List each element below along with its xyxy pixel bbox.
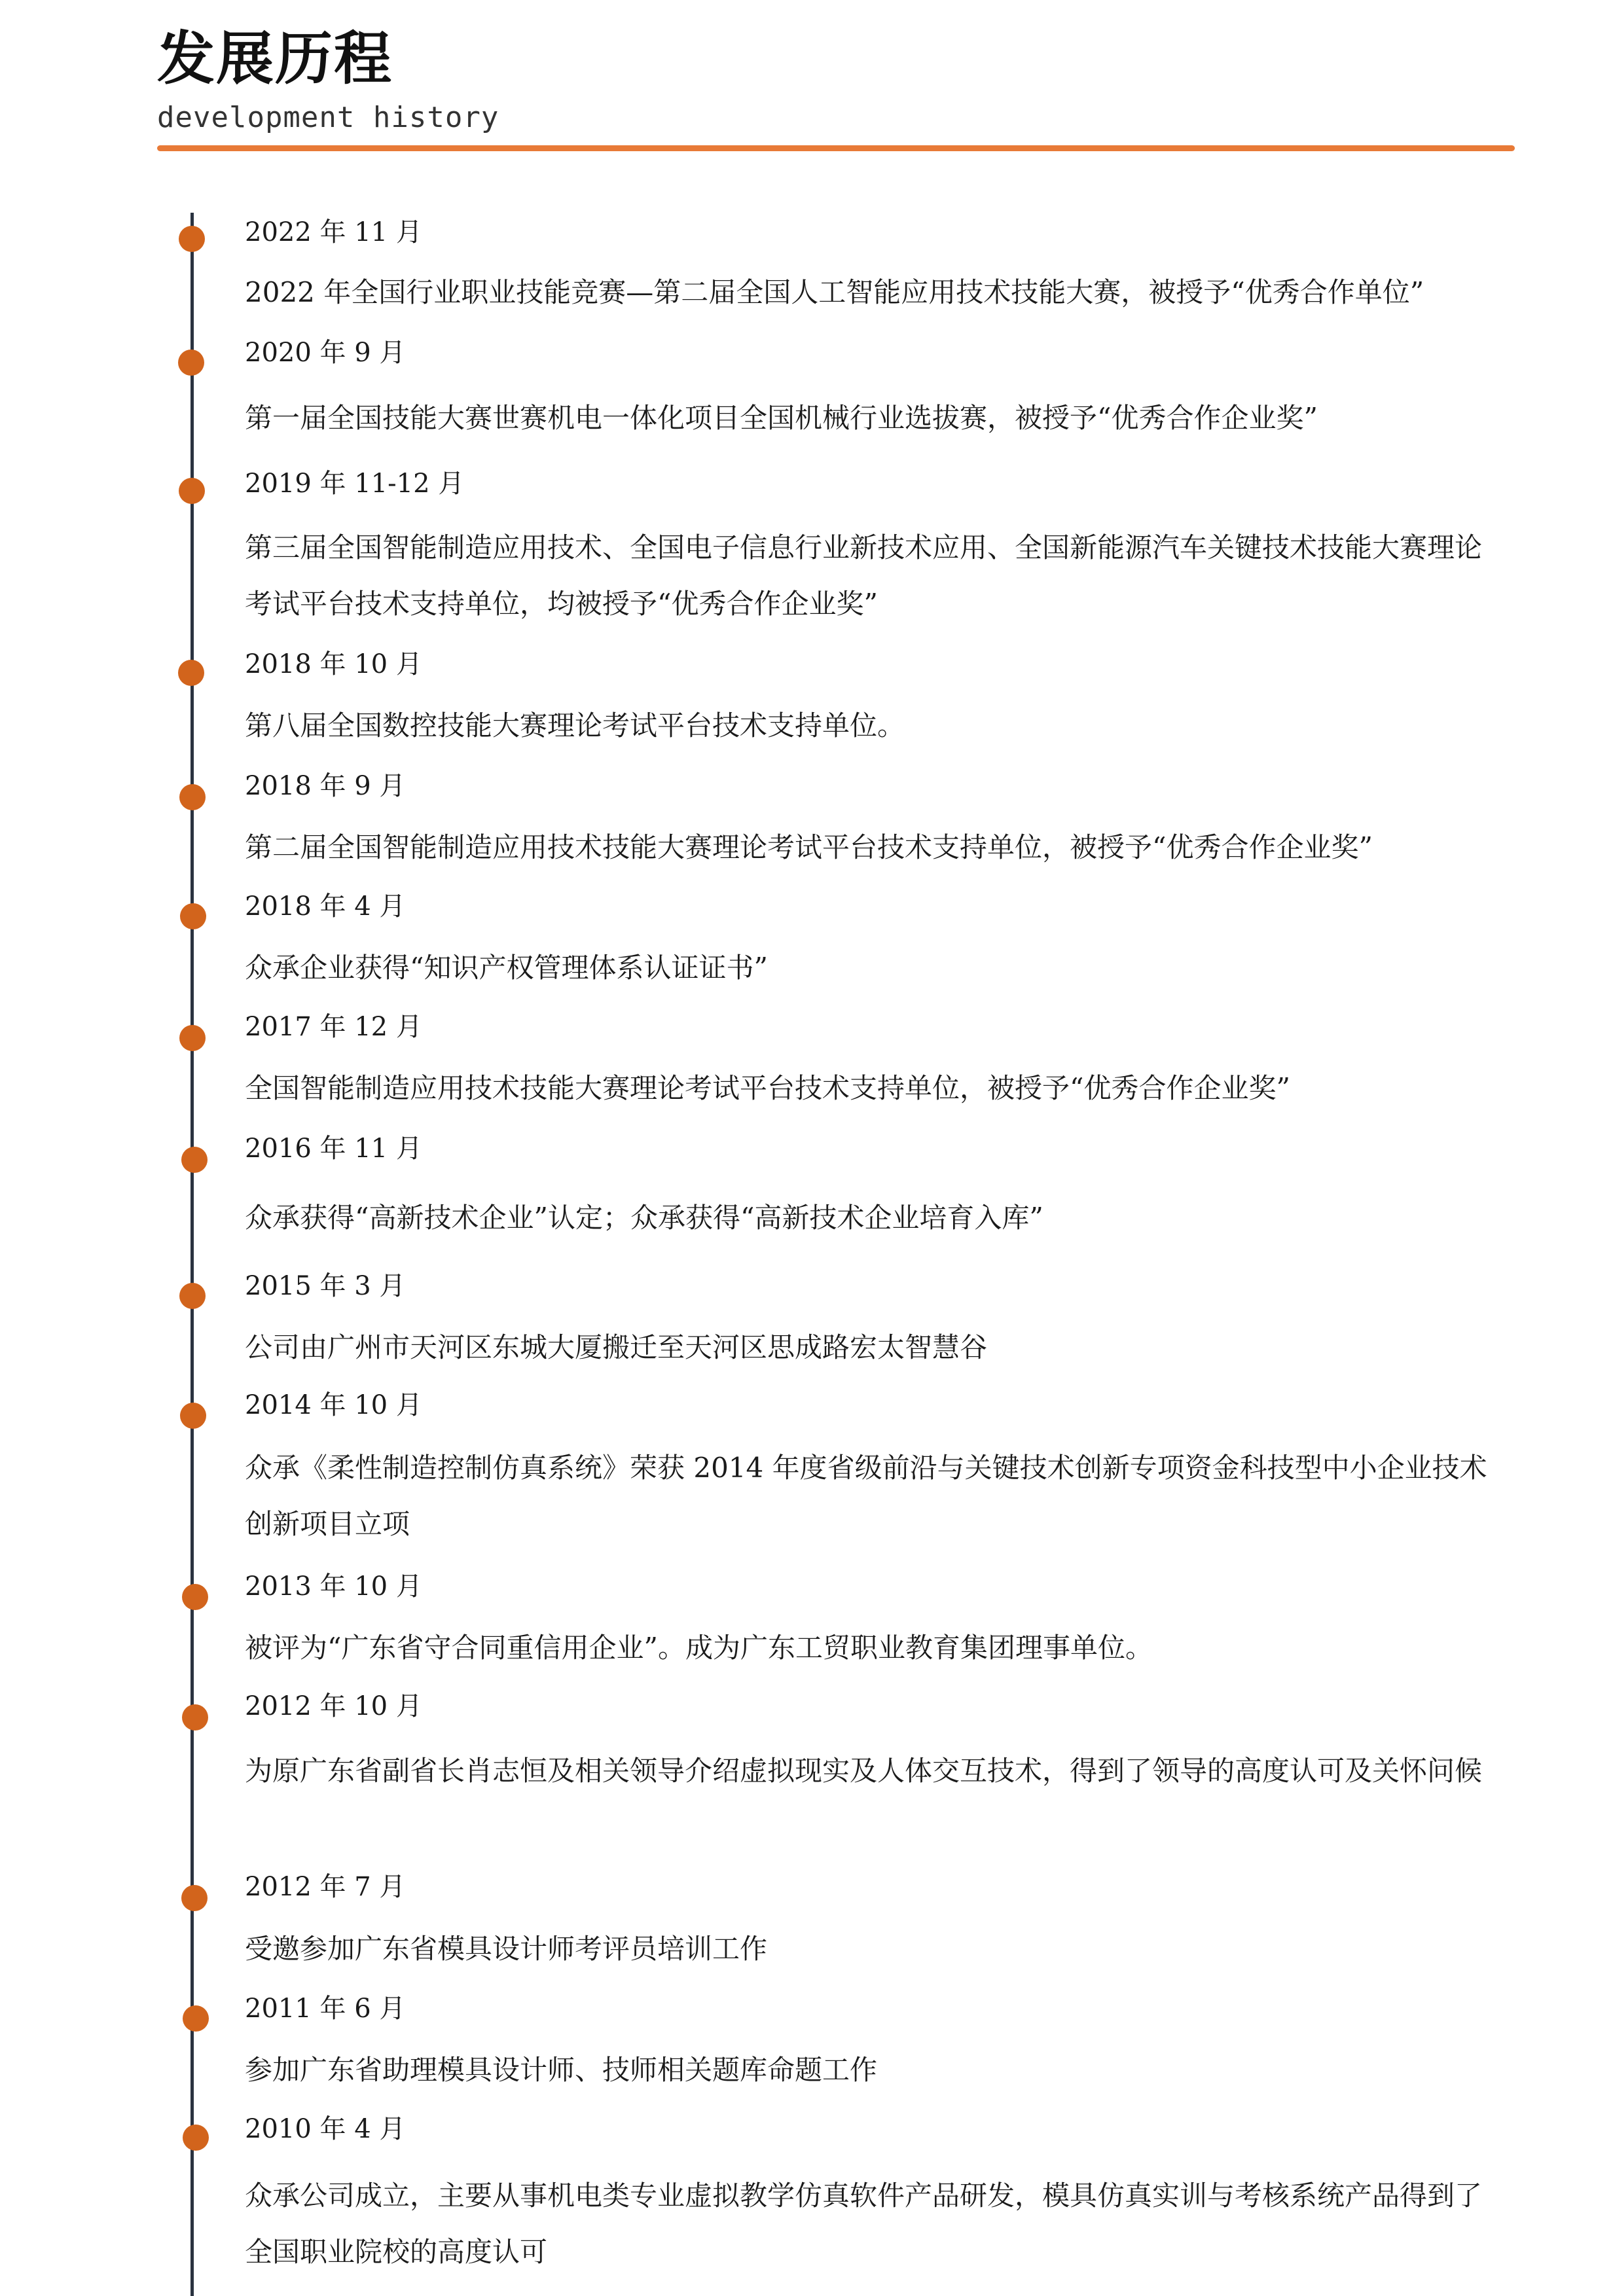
event-date: 2015 年 3 月 [245,1271,406,1301]
timeline-dot [178,660,204,686]
event-date: 2018 年 10 月 [245,649,422,679]
event-date: 2017 年 12 月 [245,1012,422,1042]
event-description: 第三届全国智能制造应用技术、全国电子信息行业新技术应用、全国新能源汽车关键技术技能大赛理论考试平台技术支持单位，均被授予“优秀合作企业奖” [245,531,1483,620]
event-date: 2012 年 10 月 [245,1691,422,1721]
timeline-dot [181,1885,208,1911]
event-description: 众承《柔性制造控制仿真系统》荣获 2014 年度省级前沿与关键技术创新专项资金科技型中小企业技术创新项目立项 [245,1452,1487,1540]
event-description: 众承企业获得“知识产权管理体系认证证书” [245,952,768,984]
event-description: 公司由广州市天河区东城大厦搬迁至天河区思成路宏太智慧谷 [245,1331,988,1363]
timeline-dot [179,478,205,504]
event-date: 2011 年 6 月 [245,1994,406,2024]
event-date: 2014 年 10 月 [245,1390,422,1420]
event-description: 2022 年全国行业职业技能竞赛—第二届全国人工智能应用技术技能大赛，被授予“优秀合作单位” [245,276,1424,308]
event-date: 2022 年 11 月 [245,217,422,247]
event-description: 为原广东省副省长肖志恒及相关领导介绍虚拟现实及人体交互技术，得到了领导的高度认可及关怀问候 [245,1755,1483,1787]
event-description: 全国智能制造应用技术技能大赛理论考试平台技术支持单位，被授予“优秀合作企业奖” [245,1072,1290,1104]
page-subtitle: development history [157,101,499,134]
timeline-dot [179,784,206,810]
page-title: 发展历程 [157,25,393,92]
event-date: 2019 年 11-12 月 [245,469,465,499]
timeline-dot [178,350,204,376]
event-description: 第二届全国智能制造应用技术技能大赛理论考试平台技术支持单位，被授予“优秀合作企业奖” [245,831,1373,863]
timeline-dot [182,1704,208,1731]
event-description: 被评为“广东省守合同重信用企业”。成为广东工贸职业教育集团理事单位。 [245,1632,1153,1664]
event-date: 2012 年 7 月 [245,1872,406,1902]
timeline-dot [180,1403,206,1429]
event-date: 2010 年 4 月 [245,2114,406,2144]
timeline-dot [183,2125,209,2151]
event-description: 众承获得“高新技术企业”认定；众承获得“高新技术企业培育入库” [245,1202,1043,1234]
timeline-dot [181,1147,208,1173]
event-description: 第一届全国技能大赛世赛机电一体化项目全国机械行业选拔赛，被授予“优秀合作企业奖” [245,402,1318,434]
event-description: 受邀参加广东省模具设计师考评员培训工作 [245,1933,768,1965]
event-description: 参加广东省助理模具设计师、技师相关题库命题工作 [245,2054,878,2086]
header-divider [157,145,1515,151]
timeline-dot [183,2005,209,2032]
event-description: 众承公司成立，主要从事机电类专业虚拟教学仿真软件产品研发，模具仿真实训与考核系统产品得到了全国职业院校的高度认可 [245,2179,1483,2268]
event-date: 2013 年 10 月 [245,1571,422,1602]
event-date: 2018 年 4 月 [245,891,406,922]
event-date: 2018 年 9 月 [245,771,406,801]
timeline-dot [179,226,205,252]
timeline-dot [180,903,206,929]
timeline-dot [182,1584,208,1610]
timeline-dot [179,1283,206,1309]
timeline-line [190,213,194,2296]
event-date: 2020 年 9 月 [245,338,406,368]
timeline-dot [179,1025,206,1051]
event-date: 2016 年 11 月 [245,1134,422,1164]
event-description: 第八届全国数控技能大赛理论考试平台技术支持单位。 [245,709,905,742]
